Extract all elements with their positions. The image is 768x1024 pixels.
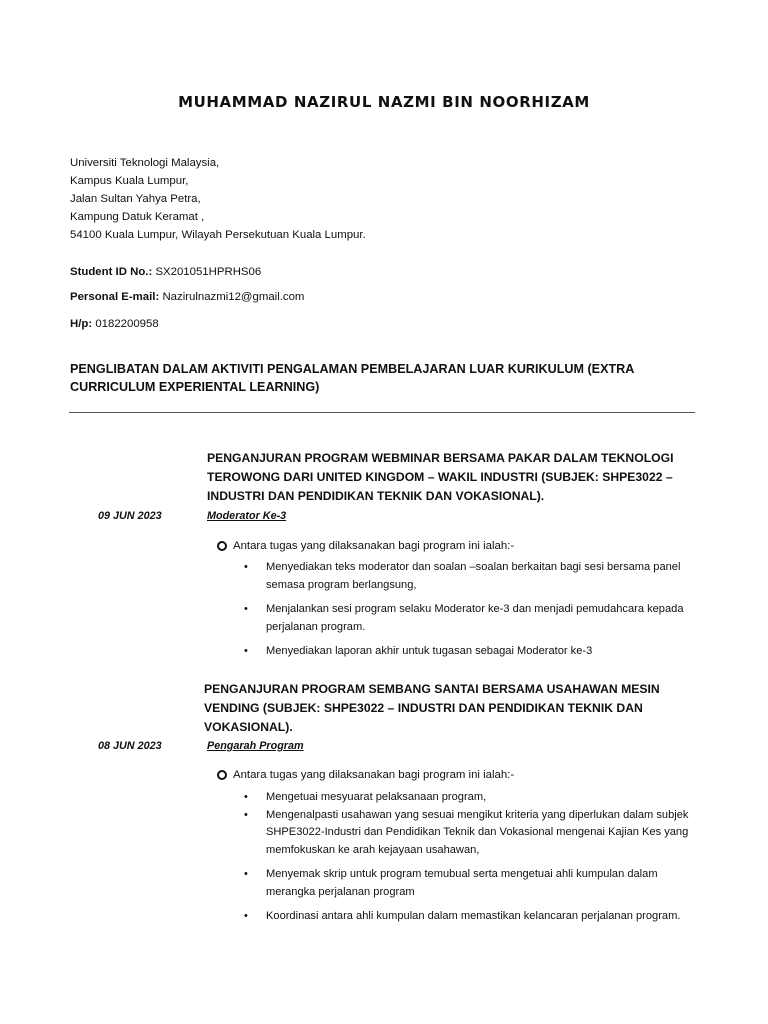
entry-date: 09 JUN 2023	[98, 510, 162, 522]
entry-title: PENGANJURAN PROGRAM SEMBANG SANTAI BERSAMA USAHAWAN MESIN VENDING (SUBJEK: SHPE3022 – INDUSTRI DAN PENDIDIKAN TEKNIK DAN VOKASIONAL).	[204, 682, 660, 734]
duty-text: Mengenalpasti usahawan yang sesuai mengikut kriteria yang diperlukan dalam subjek SHPE3022-Industri dan Pendidikan Teknik dan Vokasional mengenai Kajian Kes yang memfokuskan ke arah kejayaan usahawan,	[266, 808, 689, 856]
email-row	[70, 291, 304, 303]
duties-list	[244, 789, 704, 926]
duty-text: Koordinasi antara ahli kumpulan dalam memastikan kelancaran perjalanan program.	[266, 910, 681, 922]
duties-intro-text: Antara tugas yang dilaksanakan bagi program ini ialah:-	[233, 769, 515, 781]
phone-value: 0182200958	[95, 318, 159, 330]
duties-intro	[217, 769, 514, 781]
applicant-name: MUHAMMAD NAZIRUL NAZMI BIN NOORHIZAM	[178, 93, 590, 111]
list-item	[244, 559, 704, 594]
bullet-dot-icon: •	[244, 808, 248, 821]
list-item	[244, 908, 704, 926]
list-item	[244, 866, 704, 901]
list-item	[244, 789, 704, 807]
entry-title: PENGANJURAN PROGRAM WEBMINAR BERSAMA PAKAR DALAM TEKNOLOGI TEROWONG DARI UNITED KINGDOM – WAKIL INDUSTRI (SUBJEK: SHPE3022 – INDUSTRI DAN PENDIDIKAN TEKNIK DAN VOKASIONAL).	[207, 451, 674, 503]
email-label: Personal E-mail:	[70, 291, 160, 303]
postal-address	[70, 154, 366, 244]
phone-row	[70, 318, 159, 330]
entry-role: Moderator Ke-3	[207, 510, 287, 522]
address-line: Universiti Teknologi Malaysia,	[70, 157, 220, 169]
address-line: Jalan Sultan Yahya Petra,	[70, 193, 201, 205]
address-line: 54100 Kuala Lumpur, Wilayah Persekutuan Kuala Lumpur.	[70, 229, 366, 241]
student-id-value: SX201051HPRHS06	[155, 266, 262, 278]
section-divider	[69, 412, 695, 413]
duty-text: Menyediakan teks moderator dan soalan –soalan berkaitan bagi sesi bersama panel semasa program berlangsung,	[266, 561, 681, 591]
phone-label: H/p:	[70, 318, 93, 330]
bullet-dot-icon: •	[244, 603, 248, 615]
section-heading: PENGLIBATAN DALAM AKTIVITI PENGALAMAN PEMBELAJARAN LUAR KURIKULUM (EXTRA CURRICULUM EXPERIENTAL LEARNING)	[70, 362, 634, 394]
duties-list	[244, 559, 704, 661]
list-item	[244, 643, 704, 661]
duty-text: Menyediakan laporan akhir untuk tugasan sebagai Moderator ke-3	[266, 645, 593, 657]
list-item	[244, 601, 704, 636]
email-value: Nazirulnazmi12@gmail.com	[162, 291, 305, 303]
duty-text: Mengetuai mesyuarat pelaksanaan program,	[266, 791, 487, 803]
bullet-dot-icon: •	[244, 910, 248, 922]
duty-text: Menjalankan sesi program selaku Moderator ke-3 dan menjadi pemudahcara kepada perjalanan program.	[266, 603, 684, 633]
address-line: Kampung Datuk Keramat ,	[70, 211, 205, 223]
bullet-dot-icon: •	[244, 868, 248, 880]
student-id-label: Student ID No.:	[70, 266, 153, 278]
duties-intro-text: Antara tugas yang dilaksanakan bagi program ini ialah:-	[233, 540, 515, 552]
hollow-circle-bullet-icon	[217, 541, 227, 551]
duties-intro	[217, 540, 514, 552]
address-line: Kampus Kuala Lumpur,	[70, 175, 189, 187]
list-item	[244, 807, 704, 860]
student-id-row	[70, 266, 261, 278]
bullet-dot-icon: •	[244, 791, 248, 803]
entry-role: Pengarah Program	[207, 740, 304, 752]
duty-text: Menyemak skrip untuk program temubual serta mengetuai ahli kumpulan dalam merangka perjalanan program	[266, 868, 658, 898]
bullet-dot-icon: •	[244, 561, 248, 573]
hollow-circle-bullet-icon	[217, 770, 227, 780]
bullet-dot-icon: •	[244, 645, 248, 657]
entry-date: 08 JUN 2023	[98, 740, 162, 752]
